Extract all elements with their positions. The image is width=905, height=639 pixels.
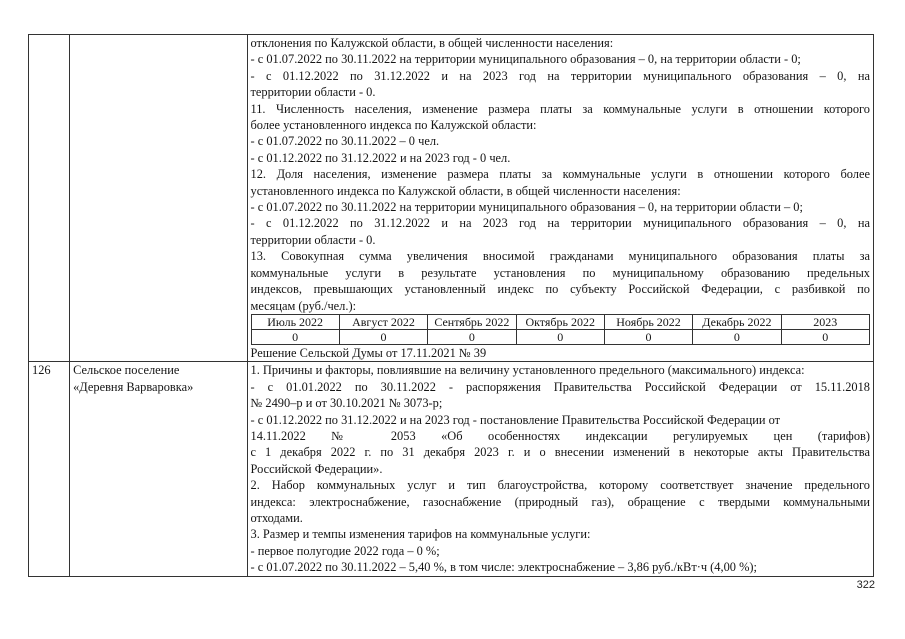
page-number: 322 — [856, 579, 875, 591]
month-header-cell: Декабрь 2022 — [693, 314, 781, 329]
text-line: более установленного индекса по Калужской области: — [250, 118, 537, 133]
month-value-cell: 0 — [251, 329, 339, 344]
text-line: - с 01.12.2022 по 31.12.2022 и на 2023 год на территории муниципального образования – 0, на — [250, 68, 870, 83]
month-value-cell: 0 — [339, 329, 427, 344]
text-line: месяцам (руб./чел.): — [250, 298, 357, 313]
document-table — [28, 34, 874, 577]
text-line: индексов, превышающих установленный индекс по субъекту Российской Федерации, с разбивкой по — [250, 282, 870, 297]
details-cell — [247, 35, 874, 362]
text-line: 11. Численность населения, изменение размера платы за коммунальные услуги в отношении которого — [250, 101, 870, 116]
details-text — [251, 362, 871, 575]
text-line: - с 01.07.2022 по 30.11.2022 – 5,40 %, в том числе: электроснабжение – 3,86 руб./кВт·ч (4,00 %); — [250, 560, 757, 575]
text-line: территории области - 0. — [250, 232, 376, 247]
decision-reference: Решение Сельской Думы от 17.11.2021 № 39 — [250, 345, 487, 360]
month-header-cell: 2023 — [781, 314, 869, 329]
month-header-cell: Октябрь 2022 — [516, 314, 604, 329]
text-line: - с 01.07.2022 по 30.11.2022 на территории муниципального образования – 0, на территории области – 0; — [250, 200, 803, 215]
text-line: отклонения по Калужской области, в общей численности населения: — [250, 36, 614, 50]
text-line: - с 01.12.2022 по 31.12.2022 и на 2023 год - постановление Правительства Российской Федерации от — [250, 412, 781, 427]
month-header-cell: Август 2022 — [339, 314, 427, 329]
row-number-cell: 126 — [29, 362, 70, 576]
text-line: 2. Набор коммунальных услуг и тип благоустройства, которому соответствует значение предельного — [250, 478, 870, 493]
municipality-cell — [70, 35, 247, 362]
month-header-cell: Ноябрь 2022 — [604, 314, 692, 329]
month-value-cell: 0 — [693, 329, 781, 344]
text-line: - с 01.12.2022 по 31.12.2022 и на 2023 год - 0 чел. — [250, 150, 511, 165]
month-header-cell: Сентябрь 2022 — [428, 314, 516, 329]
month-value-cell: 0 — [781, 329, 869, 344]
details-text — [251, 35, 871, 314]
table-row — [29, 362, 874, 576]
text-line: коммунальные услуги в результате установления по муниципальному образованию предельных — [250, 265, 870, 280]
month-value-cell: 0 — [604, 329, 692, 344]
monthly-sum-header-row — [251, 314, 870, 329]
text-line: 13. Совокупная сумма увеличения вносимой гражданами муниципального образования платы за — [250, 249, 870, 264]
month-value-cell: 0 — [428, 329, 516, 344]
text-line: 3. Размер и темпы изменения тарифов на коммунальные услуги: — [250, 527, 591, 542]
text-line: 12. Доля населения, изменение размера платы за коммунальные услуги в отношении которого более — [250, 167, 870, 182]
text-line: - с 01.01.2022 по 30.11.2022 - распоряжения Правительства Российской Федерации от 15.11.2018 — [250, 379, 870, 394]
text-line: - с 01.07.2022 по 30.11.2022 на территории муниципального образования – 0, на территории области - 0; — [250, 52, 801, 67]
text-line: 14.11.2022 № 2053 «Об особенностях индексации регулируемых цен (тарифов) — [250, 428, 870, 443]
monthly-sum-value-row — [251, 329, 870, 344]
monthly-sum-table — [251, 314, 871, 345]
text-line: 1. Причины и факторы, повлиявшие на величину установленного предельного (максимального) индекса: — [250, 363, 805, 378]
municipality-name-line: «Деревня Варваровка» — [73, 379, 194, 394]
text-line: - первое полугодие 2022 года – 0 %; — [250, 543, 440, 558]
row-number-cell — [29, 35, 70, 362]
municipality-cell — [70, 362, 247, 576]
table-row — [29, 35, 874, 362]
text-line: отходами. — [250, 510, 303, 525]
municipality-name-line: Сельское поселение — [73, 363, 180, 378]
text-line: - с 01.07.2022 по 30.11.2022 – 0 чел. — [250, 134, 440, 149]
text-line: территории области - 0. — [250, 85, 376, 100]
details-cell — [247, 362, 874, 576]
text-line: с 1 декабря 2022 г. по 31 декабря 2023 г. и о внесении изменений в некоторые акты Правительства — [250, 445, 870, 460]
month-header-cell: Июль 2022 — [251, 314, 339, 329]
text-line: установленного индекса по Калужской области, в общей численности населения: — [250, 183, 681, 198]
text-line: индекса: электроснабжение, газоснабжение (природный газ), обращение с твердыми коммунальными — [250, 494, 870, 509]
text-line: № 2490–р и от 30.10.2021 № 3073-р; — [250, 396, 443, 411]
text-line: - с 01.12.2022 по 31.12.2022 и на 2023 год на территории муниципального образования – 0, на — [250, 216, 870, 231]
month-value-cell: 0 — [516, 329, 604, 344]
text-line: Российской Федерации». — [250, 461, 383, 476]
